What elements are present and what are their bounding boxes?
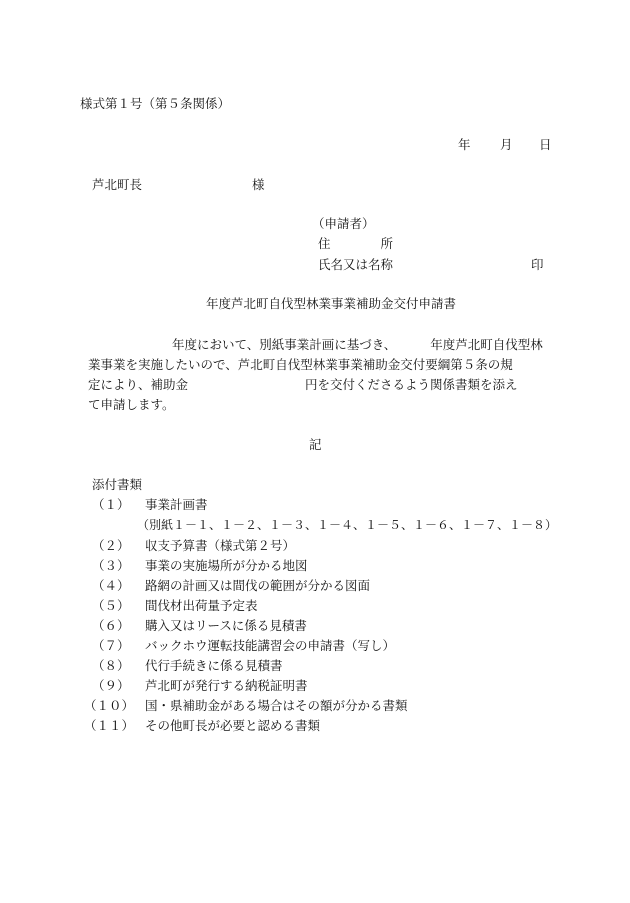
attachment-text: 代行手続きに係る見積書 [145, 658, 283, 673]
attachment-number: （４） [92, 578, 130, 593]
body-line-4: て申請します。 [88, 397, 175, 412]
attachment-text: 事業計画書 [145, 497, 208, 512]
body-paragraph [88, 335, 558, 415]
date-month-label: 月 [500, 137, 513, 152]
addressee-suffix: 様 [252, 177, 265, 192]
body-line-3a: 定により、補助金 [88, 377, 189, 392]
attachment-text: 事業の実施場所が分かる地図 [145, 558, 308, 573]
attachment-number: （３） [92, 558, 130, 573]
applicant-heading: （申請者） [312, 216, 375, 231]
attachment-number: （９） [92, 678, 130, 693]
attachment-number: （８） [92, 658, 130, 673]
attachment-number: （６） [92, 618, 130, 633]
applicant-name-label: 氏名又は名称 [318, 257, 394, 272]
attachment-number: （１１） [84, 718, 135, 733]
body-line-1 [88, 335, 558, 355]
body-line-3b: 円を交付くださるよう関係書類を添え [305, 377, 518, 392]
applicant-address-label: 住 所 [318, 236, 394, 251]
attachment-number: （７） [92, 638, 130, 653]
attachment-number: （１０） [84, 698, 135, 713]
body-line-2: 業事業を実施したいので、芦北町自伐型林業事業補助金交付要綱第５条の規 [88, 357, 513, 372]
addressee-name: 芦北町長 [92, 177, 143, 192]
attachment-text: 路網の計画又は間伐の範囲が分かる図面 [145, 578, 371, 593]
attachment-number: （１） [92, 497, 130, 512]
attachment-text: 購入又はリースに係る見積書 [145, 618, 307, 633]
attachments-heading: 添付書類 [92, 477, 143, 492]
form-number: 様式第１号（第５条関係） [80, 96, 231, 111]
document-title: 年度芦北町自伐型林業事業補助金交付申請書 [206, 296, 457, 311]
date-year-label: 年 [458, 137, 471, 152]
date-day-label: 日 [539, 137, 552, 152]
body-line-1b: 年度芦北町自伐型林 [430, 337, 543, 352]
attachment-text: 芦北町が発行する納税証明書 [145, 678, 308, 693]
body-line-3 [88, 375, 558, 395]
attachment-number: （２） [92, 538, 130, 553]
attachment-number: （５） [92, 598, 130, 613]
attachment-text: 間伐材出荷量予定表 [145, 598, 258, 613]
attachment-text: バックホウ運転技能講習会の申請書（写し） [145, 638, 396, 653]
attachment-subtext: （別紙１－１、１－２、１－３、１－４、１－５、１－６、１－７、１－８） [137, 518, 558, 532]
attachment-text: 収支予算書（様式第２号） [145, 538, 296, 553]
ki-marker: 記 [309, 437, 322, 452]
attachment-text: その他町長が必要と認める書類 [145, 718, 321, 733]
seal-mark: 印 [531, 257, 544, 272]
body-line-1a: 年度において、別紙事業計画に基づき、 [172, 337, 397, 352]
attachment-text: 国・県補助金がある場合はその額が分かる書類 [145, 698, 408, 713]
